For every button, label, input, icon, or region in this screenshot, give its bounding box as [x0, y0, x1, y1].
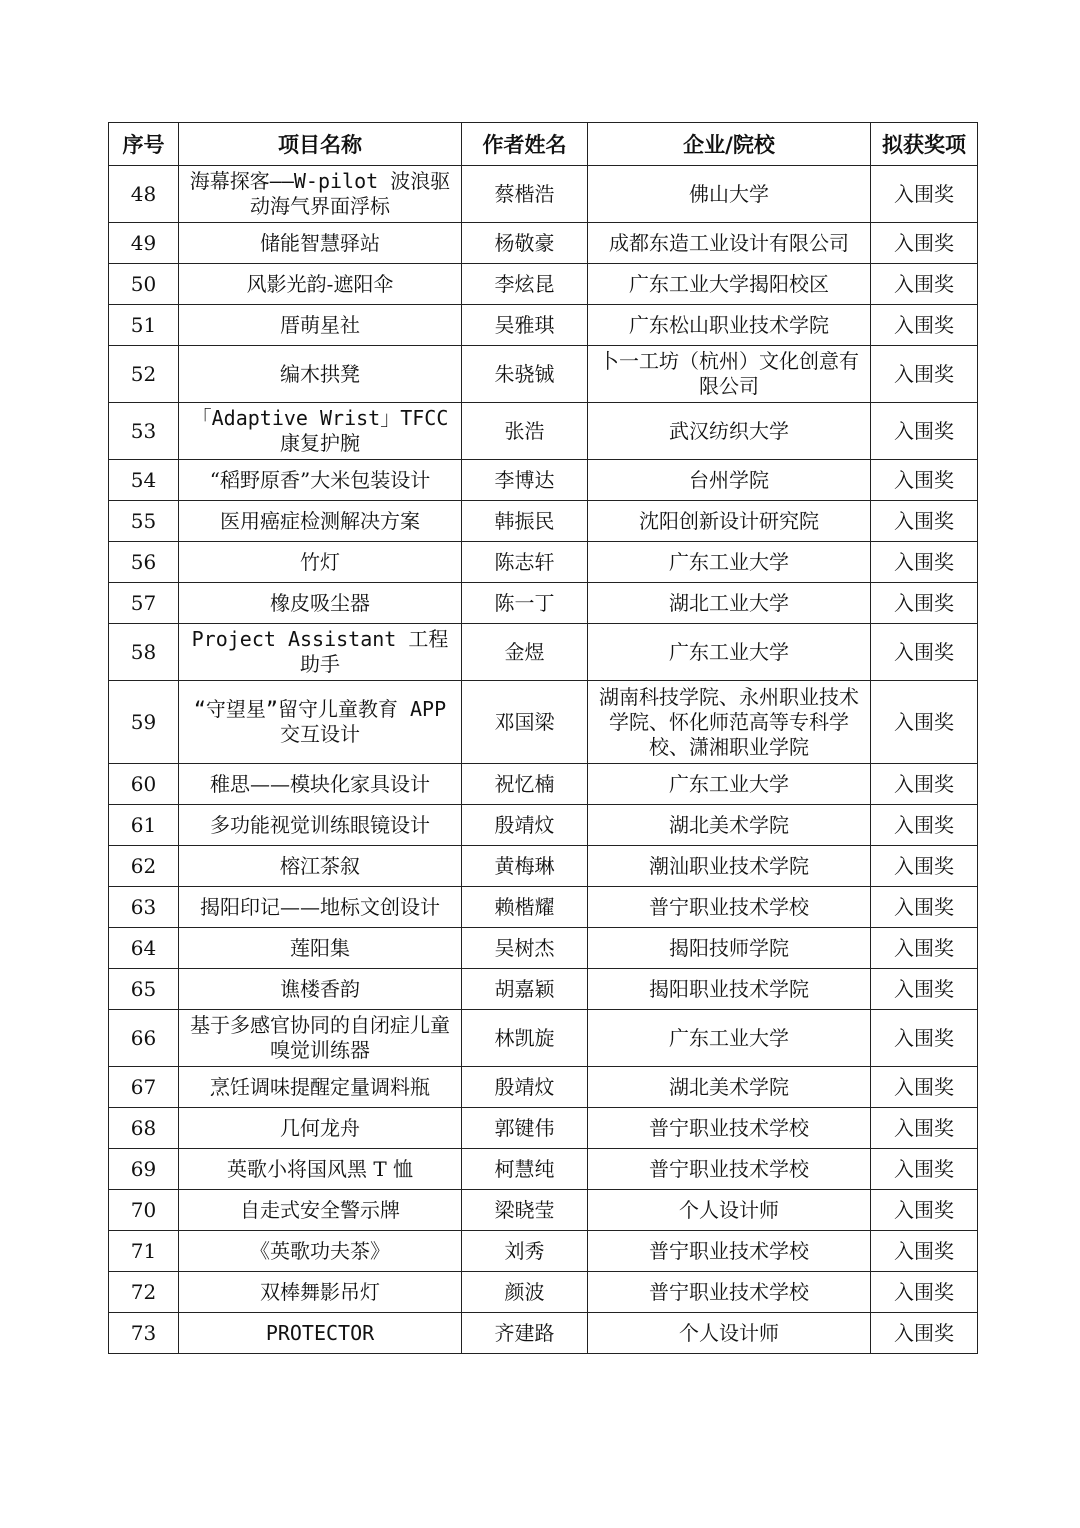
cell-project-name: 《英歌功夫茶》	[179, 1231, 462, 1272]
cell-author: 祝忆楠	[462, 764, 588, 805]
cell-author: 金煜	[462, 624, 588, 681]
cell-author: 朱骁铖	[462, 346, 588, 403]
cell-project-name: 稚思——模块化家具设计	[179, 764, 462, 805]
cell-no: 62	[109, 846, 179, 887]
cell-organization: 揭阳技师学院	[588, 928, 871, 969]
table-row	[109, 583, 978, 624]
cell-author: 吴雅琪	[462, 305, 588, 346]
cell-author: 殷靖炆	[462, 805, 588, 846]
cell-project-name: “稻野原香”大米包装设计	[179, 460, 462, 501]
table-row	[109, 1190, 978, 1231]
cell-author: 陈志轩	[462, 542, 588, 583]
cell-no: 59	[109, 681, 179, 764]
cell-award: 入围奖	[871, 764, 978, 805]
cell-award: 入围奖	[871, 969, 978, 1010]
cell-no: 64	[109, 928, 179, 969]
cell-organization: 湖南科技学院、永州职业技术学院、怀化师范高等专科学校、潇湘职业学院	[588, 681, 871, 764]
cell-author: 李博达	[462, 460, 588, 501]
cell-project-name: 风影光韵-遮阳伞	[179, 264, 462, 305]
cell-award: 入围奖	[871, 1231, 978, 1272]
cell-no: 56	[109, 542, 179, 583]
cell-award: 入围奖	[871, 1067, 978, 1108]
cell-author: 殷靖炆	[462, 1067, 588, 1108]
table-row	[109, 1272, 978, 1313]
cell-no: 54	[109, 460, 179, 501]
cell-organization: 广东工业大学	[588, 764, 871, 805]
cell-project-name: 谯楼香韵	[179, 969, 462, 1010]
cell-no: 72	[109, 1272, 179, 1313]
cell-author: 黄梅琳	[462, 846, 588, 887]
cell-no: 58	[109, 624, 179, 681]
cell-project-name: 竹灯	[179, 542, 462, 583]
cell-award: 入围奖	[871, 1190, 978, 1231]
cell-organization: 普宁职业技术学校	[588, 1108, 871, 1149]
cell-no: 55	[109, 501, 179, 542]
cell-no: 63	[109, 887, 179, 928]
cell-no: 53	[109, 403, 179, 460]
table-row	[109, 1231, 978, 1272]
cell-organization: 广东工业大学揭阳校区	[588, 264, 871, 305]
cell-no: 68	[109, 1108, 179, 1149]
table-row	[109, 542, 978, 583]
cell-project-name: 基于多感官协同的自闭症儿童嗅觉训练器	[179, 1010, 462, 1067]
cell-no: 66	[109, 1010, 179, 1067]
cell-author: 吴树杰	[462, 928, 588, 969]
cell-organization: 卜一工坊（杭州）文化创意有限公司	[588, 346, 871, 403]
cell-no: 60	[109, 764, 179, 805]
cell-project-name: 榕江茶叙	[179, 846, 462, 887]
cell-project-name: 英歌小将国风黑 T 恤	[179, 1149, 462, 1190]
cell-award: 入围奖	[871, 542, 978, 583]
cell-no: 61	[109, 805, 179, 846]
cell-author: 齐建路	[462, 1313, 588, 1354]
cell-project-name: “守望星”留守儿童教育 APP 交互设计	[179, 681, 462, 764]
cell-organization: 湖北美术学院	[588, 805, 871, 846]
header-no: 序号	[109, 123, 179, 166]
cell-organization: 湖北工业大学	[588, 583, 871, 624]
table-body	[109, 166, 978, 1354]
cell-organization: 普宁职业技术学校	[588, 1149, 871, 1190]
cell-project-name: 揭阳印记——地标文创设计	[179, 887, 462, 928]
cell-organization: 潮汕职业技术学院	[588, 846, 871, 887]
cell-author: 蔡楷浩	[462, 166, 588, 223]
cell-no: 71	[109, 1231, 179, 1272]
table-row	[109, 805, 978, 846]
table-row	[109, 305, 978, 346]
table-row	[109, 969, 978, 1010]
cell-author: 韩振民	[462, 501, 588, 542]
cell-award: 入围奖	[871, 346, 978, 403]
cell-award: 入围奖	[871, 403, 978, 460]
cell-award: 入围奖	[871, 583, 978, 624]
header-author: 作者姓名	[462, 123, 588, 166]
cell-author: 赖楷耀	[462, 887, 588, 928]
cell-no: 48	[109, 166, 179, 223]
cell-organization: 普宁职业技术学校	[588, 1231, 871, 1272]
header-project-name: 项目名称	[179, 123, 462, 166]
cell-author: 邓国梁	[462, 681, 588, 764]
table-row	[109, 460, 978, 501]
cell-award: 入围奖	[871, 460, 978, 501]
table-row	[109, 846, 978, 887]
cell-award: 入围奖	[871, 1010, 978, 1067]
cell-project-name: 储能智慧驿站	[179, 223, 462, 264]
table-row	[109, 1010, 978, 1067]
cell-organization: 个人设计师	[588, 1190, 871, 1231]
cell-no: 57	[109, 583, 179, 624]
cell-organization: 普宁职业技术学校	[588, 1272, 871, 1313]
cell-no: 52	[109, 346, 179, 403]
cell-organization: 个人设计师	[588, 1313, 871, 1354]
cell-author: 柯慧纯	[462, 1149, 588, 1190]
cell-organization: 广东工业大学	[588, 624, 871, 681]
table-row	[109, 764, 978, 805]
cell-project-name: 橡皮吸尘器	[179, 583, 462, 624]
cell-award: 入围奖	[871, 624, 978, 681]
cell-author: 郭键伟	[462, 1108, 588, 1149]
cell-organization: 成都东造工业设计有限公司	[588, 223, 871, 264]
header-award: 拟获奖项	[871, 123, 978, 166]
cell-author: 胡嘉颖	[462, 969, 588, 1010]
cell-author: 陈一丁	[462, 583, 588, 624]
cell-author: 林凯旋	[462, 1010, 588, 1067]
cell-project-name: PROTECTOR	[179, 1313, 462, 1354]
cell-author: 梁晓莹	[462, 1190, 588, 1231]
cell-no: 50	[109, 264, 179, 305]
cell-award: 入围奖	[871, 1313, 978, 1354]
cell-award: 入围奖	[871, 166, 978, 223]
cell-author: 刘秀	[462, 1231, 588, 1272]
awards-table	[108, 122, 978, 1354]
table-row	[109, 166, 978, 223]
cell-project-name: 「Adaptive Wrist」TFCC 康复护腕	[179, 403, 462, 460]
cell-organization: 广东工业大学	[588, 1010, 871, 1067]
cell-no: 51	[109, 305, 179, 346]
table-header-row	[109, 123, 978, 166]
cell-award: 入围奖	[871, 1108, 978, 1149]
cell-author: 李炫昆	[462, 264, 588, 305]
table-row	[109, 346, 978, 403]
cell-award: 入围奖	[871, 928, 978, 969]
table-row	[109, 624, 978, 681]
table-row	[109, 928, 978, 969]
cell-award: 入围奖	[871, 501, 978, 542]
cell-project-name: 自走式安全警示牌	[179, 1190, 462, 1231]
cell-award: 入围奖	[871, 264, 978, 305]
cell-project-name: 莲阳集	[179, 928, 462, 969]
cell-project-name: 烹饪调味提醒定量调料瓶	[179, 1067, 462, 1108]
cell-award: 入围奖	[871, 1149, 978, 1190]
cell-no: 73	[109, 1313, 179, 1354]
cell-project-name: 编木拱凳	[179, 346, 462, 403]
cell-project-name: 医用癌症检测解决方案	[179, 501, 462, 542]
cell-no: 49	[109, 223, 179, 264]
table-row	[109, 1149, 978, 1190]
cell-organization: 普宁职业技术学校	[588, 887, 871, 928]
cell-organization: 武汉纺织大学	[588, 403, 871, 460]
table-row	[109, 1067, 978, 1108]
table-row	[109, 403, 978, 460]
cell-organization: 台州学院	[588, 460, 871, 501]
cell-project-name: Project Assistant 工程助手	[179, 624, 462, 681]
cell-organization: 湖北美术学院	[588, 1067, 871, 1108]
table-row	[109, 1108, 978, 1149]
cell-award: 入围奖	[871, 305, 978, 346]
cell-author: 张浩	[462, 403, 588, 460]
cell-no: 67	[109, 1067, 179, 1108]
table-row	[109, 681, 978, 764]
cell-award: 入围奖	[871, 1272, 978, 1313]
cell-no: 70	[109, 1190, 179, 1231]
cell-award: 入围奖	[871, 846, 978, 887]
cell-organization: 广东工业大学	[588, 542, 871, 583]
cell-author: 杨敬豪	[462, 223, 588, 264]
cell-organization: 佛山大学	[588, 166, 871, 223]
cell-project-name: 双棒舞影吊灯	[179, 1272, 462, 1313]
table-row	[109, 223, 978, 264]
cell-no: 69	[109, 1149, 179, 1190]
cell-award: 入围奖	[871, 887, 978, 928]
cell-organization: 沈阳创新设计研究院	[588, 501, 871, 542]
cell-project-name: 厝萌星社	[179, 305, 462, 346]
table-row	[109, 887, 978, 928]
cell-award: 入围奖	[871, 681, 978, 764]
cell-organization: 广东松山职业技术学院	[588, 305, 871, 346]
table-row	[109, 264, 978, 305]
cell-project-name: 几何龙舟	[179, 1108, 462, 1149]
cell-award: 入围奖	[871, 805, 978, 846]
table-row	[109, 501, 978, 542]
cell-author: 颜波	[462, 1272, 588, 1313]
cell-project-name: 海幕探客——W-pilot 波浪驱动海气界面浮标	[179, 166, 462, 223]
header-organization: 企业/院校	[588, 123, 871, 166]
cell-organization: 揭阳职业技术学院	[588, 969, 871, 1010]
cell-project-name: 多功能视觉训练眼镜设计	[179, 805, 462, 846]
cell-no: 65	[109, 969, 179, 1010]
cell-award: 入围奖	[871, 223, 978, 264]
table-row	[109, 1313, 978, 1354]
